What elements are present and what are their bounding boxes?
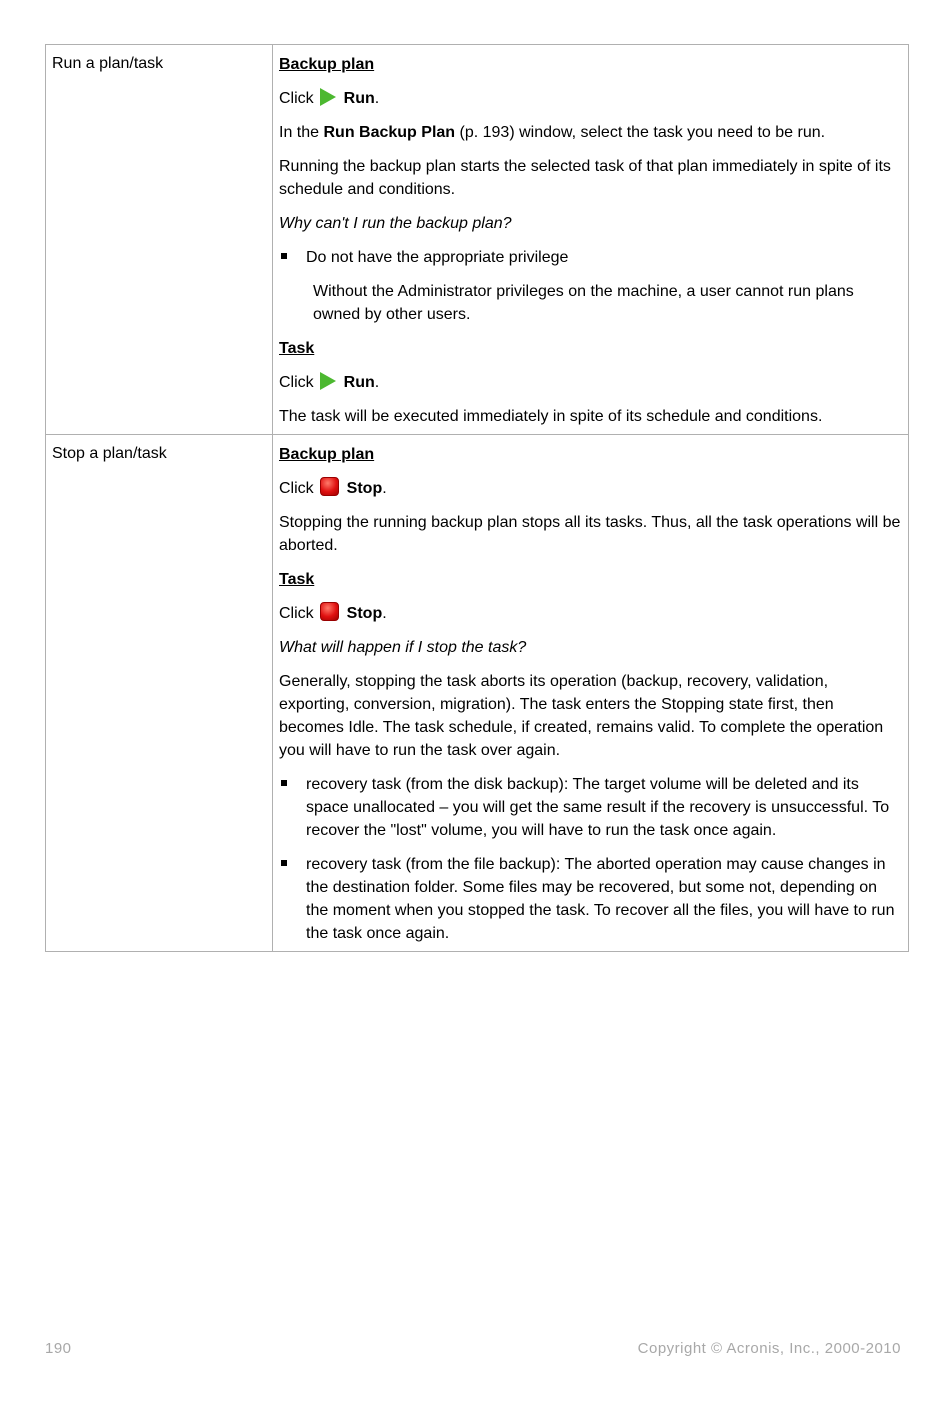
click-word: Click (279, 605, 314, 622)
task-heading: Task (279, 571, 315, 588)
run-icon (320, 88, 336, 106)
bullet-list (279, 773, 902, 945)
bullet-detail: Without the Administrator privileges on the machine, a user cannot run plans owned by other users. (313, 283, 854, 323)
run-backup-plan-link: Run Backup Plan (323, 124, 456, 141)
row-description (273, 435, 908, 951)
backup-plan-heading: Backup plan (279, 446, 375, 463)
run-action: Run (343, 90, 375, 107)
running-text: Running the backup plan starts the selected task of that plan immediately in spite of its schedule and conditions. (279, 158, 891, 198)
task-text: The task will be executed immediately in spite of its schedule and conditions. (279, 408, 823, 425)
page-number: 190 (45, 1340, 72, 1357)
bullet-list (279, 246, 902, 269)
copyright-notice: Copyright © Acronis, Inc., 2000-2010 (637, 1340, 901, 1357)
click-run-line: Click Run . (279, 87, 902, 110)
stop-icon (320, 602, 339, 621)
click-stop-task-line: Click Stop . (279, 602, 902, 625)
row-label: Stop a plan/task (46, 435, 273, 951)
question-text: What will happen if I stop the task? (279, 639, 527, 656)
click-word: Click (279, 374, 314, 391)
table-row-run (46, 45, 908, 434)
run-action: Run (343, 374, 375, 391)
run-icon (320, 372, 336, 390)
click-run-task-line: Click Run . (279, 371, 902, 394)
run-plan-window-text (279, 121, 902, 144)
run-plan-rest: (p. 193) window, select the task you need to be run. (455, 124, 826, 141)
task-heading: Task (279, 340, 315, 357)
backup-plan-heading: Backup plan (279, 56, 375, 73)
row-description (273, 45, 908, 434)
list-item: recovery task (from the disk backup): The target volume will be deleted and its space unallocated – you will get the same result if the recovery is unsuccessful. To recover the "lost" volume, you will have to run the task once again. (279, 773, 902, 842)
stopping-text: Stopping the running backup plan stops all its tasks. Thus, all the task operations will be aborted. (279, 514, 901, 554)
operations-table (45, 44, 909, 952)
stop-action: Stop (346, 605, 383, 622)
table-row-stop (46, 434, 908, 951)
click-stop-line: Click Stop . (279, 477, 902, 500)
stop-action: Stop (346, 480, 383, 497)
click-word: Click (279, 90, 314, 107)
row-label: Run a plan/task (46, 45, 273, 434)
list-item: recovery task (from the file backup): The aborted operation may cause changes in the destination folder. Some files may be recovered, but some not, depending on the moment when you stopped the task. To recover all the files, you will have to run the task once again. (279, 853, 902, 945)
list-item: Do not have the appropriate privilege (279, 246, 902, 269)
stop-icon (320, 477, 339, 496)
page-footer (45, 1340, 901, 1357)
run-plan-intro: In the (279, 124, 324, 141)
click-word: Click (279, 480, 314, 497)
general-text: Generally, stopping the task aborts its operation (backup, recovery, validation, exporting, conversion, migration). The task enters the Stopping state first, then becomes Idle. The task schedule, if created, remains valid. To complete the operation you will have to run the task over again. (279, 673, 884, 759)
question-text: Why can't I run the backup plan? (279, 215, 512, 232)
